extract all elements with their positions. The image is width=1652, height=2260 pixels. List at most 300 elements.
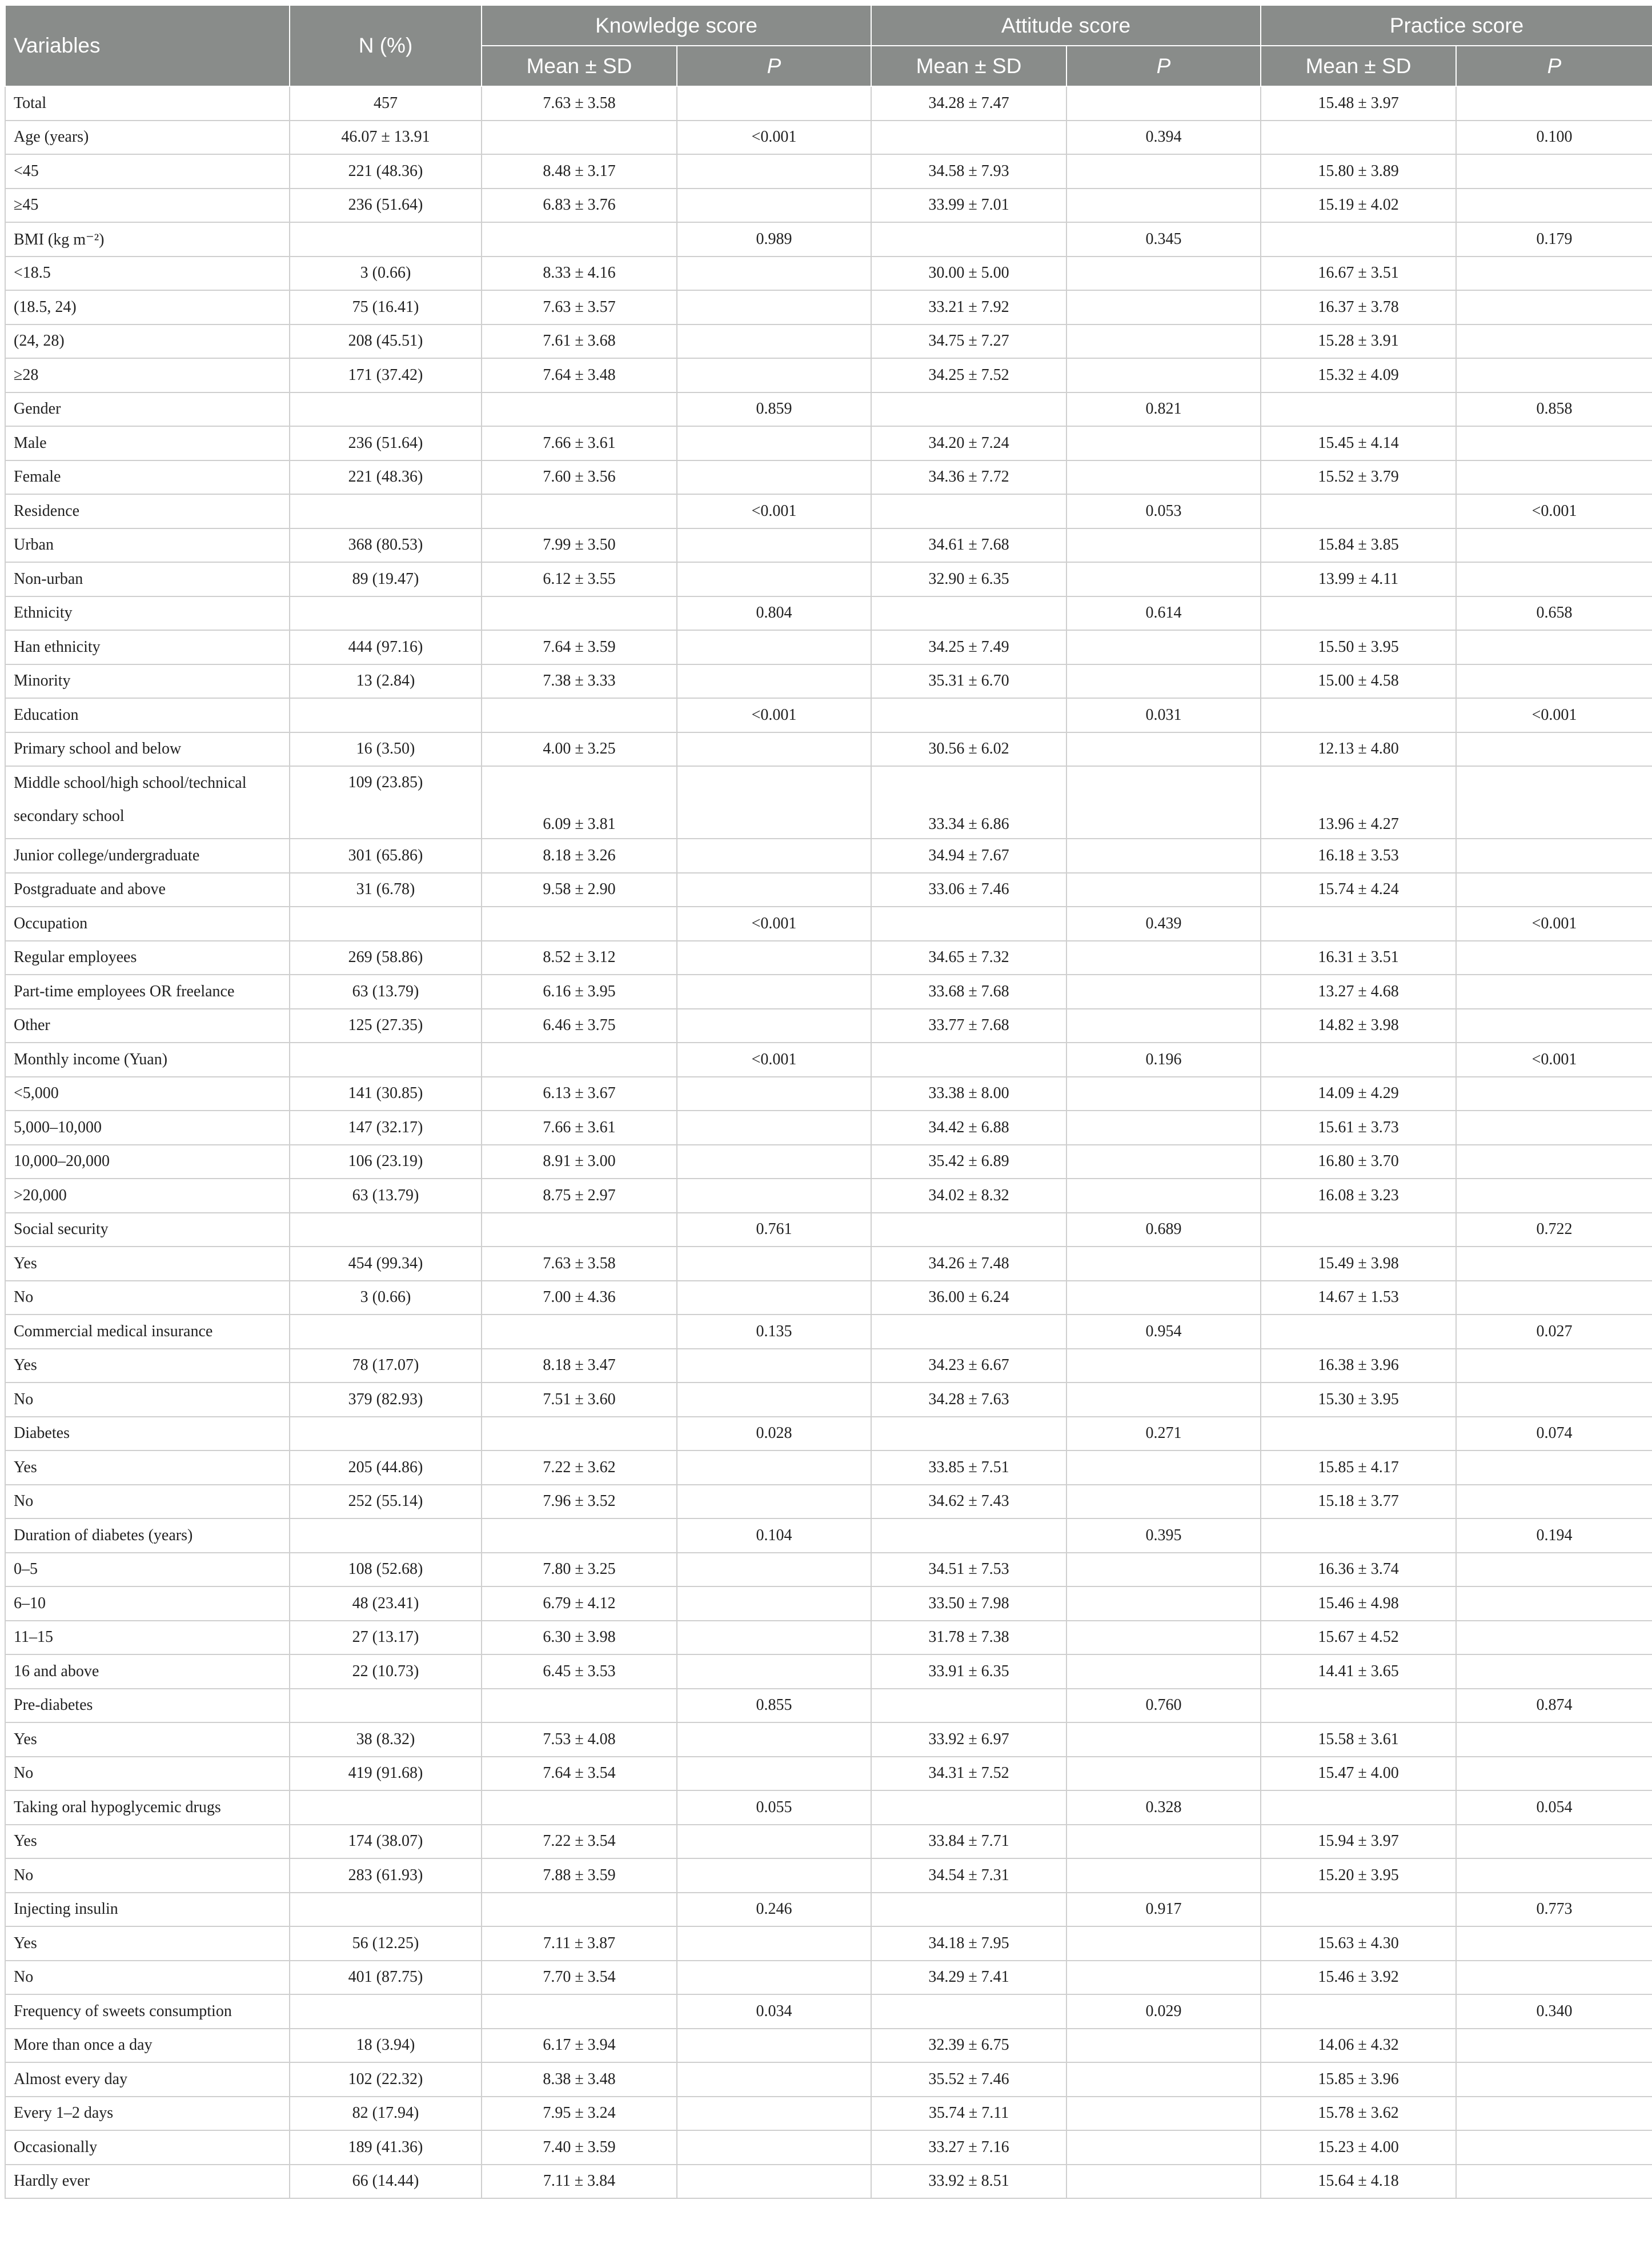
knowledge-mean-sd-cell: 7.70 ± 3.54 bbox=[482, 1961, 677, 1995]
n-percent-cell: 66 (14.44) bbox=[290, 2165, 482, 2199]
attitude-p-cell bbox=[1066, 2062, 1261, 2097]
knowledge-mean-sd-cell: 8.38 ± 3.48 bbox=[482, 2062, 677, 2097]
variable-cell: Occasionally bbox=[5, 2130, 290, 2165]
attitude-p-cell bbox=[1066, 1926, 1261, 1961]
knowledge-mean-sd-cell bbox=[482, 1790, 677, 1825]
knowledge-p-cell bbox=[677, 358, 871, 392]
n-percent-cell: 283 (61.93) bbox=[290, 1858, 482, 1893]
header-practice-mean-sd: Mean ± SD bbox=[1261, 46, 1456, 86]
variable-cell: Regular employees bbox=[5, 941, 290, 975]
practice-p-cell bbox=[1456, 1553, 1652, 1587]
attitude-p-cell: 0.760 bbox=[1066, 1689, 1261, 1723]
practice-p-cell bbox=[1456, 1349, 1652, 1383]
knowledge-p-cell: 0.859 bbox=[677, 392, 871, 427]
table-row bbox=[5, 1450, 1652, 1485]
knowledge-p-cell bbox=[677, 2062, 871, 2097]
attitude-mean-sd-cell: 34.29 ± 7.41 bbox=[871, 1961, 1066, 1995]
table-row bbox=[5, 257, 1652, 291]
knowledge-p-cell: <0.001 bbox=[677, 121, 871, 155]
attitude-p-cell: 0.917 bbox=[1066, 1893, 1261, 1927]
variable-cell: Total bbox=[5, 86, 290, 121]
knowledge-mean-sd-cell: 8.75 ± 2.97 bbox=[482, 1179, 677, 1213]
n-percent-cell bbox=[290, 1790, 482, 1825]
attitude-p-cell: 0.439 bbox=[1066, 907, 1261, 941]
variable-cell: Pre-diabetes bbox=[5, 1689, 290, 1723]
attitude-mean-sd-cell: 34.25 ± 7.49 bbox=[871, 630, 1066, 664]
attitude-p-cell: 0.271 bbox=[1066, 1417, 1261, 1451]
practice-mean-sd-cell: 15.23 ± 4.00 bbox=[1261, 2130, 1456, 2165]
attitude-mean-sd-cell bbox=[871, 1689, 1066, 1723]
attitude-p-cell bbox=[1066, 1553, 1261, 1587]
attitude-mean-sd-cell bbox=[871, 1994, 1066, 2029]
variable-cell: Yes bbox=[5, 1722, 290, 1757]
n-percent-cell: 174 (38.07) bbox=[290, 1825, 482, 1859]
data-table bbox=[5, 5, 1652, 2199]
variable-cell: 11–15 bbox=[5, 1621, 290, 1655]
n-percent-cell: 125 (27.35) bbox=[290, 1009, 482, 1043]
attitude-mean-sd-cell: 34.51 ± 7.53 bbox=[871, 1553, 1066, 1587]
practice-p-cell bbox=[1456, 1281, 1652, 1315]
knowledge-p-cell: 0.246 bbox=[677, 1893, 871, 1927]
attitude-mean-sd-cell bbox=[871, 222, 1066, 257]
n-percent-cell: 171 (37.42) bbox=[290, 358, 482, 392]
attitude-mean-sd-cell: 35.31 ± 6.70 bbox=[871, 664, 1066, 699]
practice-mean-sd-cell: 15.46 ± 4.98 bbox=[1261, 1586, 1456, 1621]
table-row bbox=[5, 1009, 1652, 1043]
n-percent-cell bbox=[290, 1689, 482, 1723]
header-knowledge-p: P bbox=[677, 46, 871, 86]
knowledge-p-cell: 0.761 bbox=[677, 1213, 871, 1247]
data-table-container bbox=[5, 5, 1652, 2199]
attitude-mean-sd-cell: 34.58 ± 7.93 bbox=[871, 154, 1066, 189]
practice-mean-sd-cell: 15.20 ± 3.95 bbox=[1261, 1858, 1456, 1893]
knowledge-p-cell bbox=[677, 1825, 871, 1859]
knowledge-mean-sd-cell bbox=[482, 698, 677, 732]
table-row bbox=[5, 222, 1652, 257]
table-row bbox=[5, 1858, 1652, 1893]
practice-mean-sd-cell: 15.49 ± 3.98 bbox=[1261, 1247, 1456, 1281]
n-percent-cell bbox=[290, 1213, 482, 1247]
attitude-mean-sd-cell: 33.85 ± 7.51 bbox=[871, 1450, 1066, 1485]
practice-mean-sd-cell: 15.74 ± 4.24 bbox=[1261, 873, 1456, 907]
table-row bbox=[5, 392, 1652, 427]
n-percent-cell: 401 (87.75) bbox=[290, 1961, 482, 1995]
n-percent-cell: 27 (13.17) bbox=[290, 1621, 482, 1655]
attitude-mean-sd-cell: 33.38 ± 8.00 bbox=[871, 1077, 1066, 1111]
attitude-mean-sd-cell bbox=[871, 121, 1066, 155]
practice-p-cell: <0.001 bbox=[1456, 907, 1652, 941]
attitude-mean-sd-cell: 32.39 ± 6.75 bbox=[871, 2029, 1066, 2063]
practice-p-cell bbox=[1456, 1586, 1652, 1621]
knowledge-mean-sd-cell: 8.52 ± 3.12 bbox=[482, 941, 677, 975]
practice-mean-sd-cell: 15.28 ± 3.91 bbox=[1261, 324, 1456, 359]
variable-cell: No bbox=[5, 1961, 290, 1995]
attitude-mean-sd-cell: 34.65 ± 7.32 bbox=[871, 941, 1066, 975]
n-percent-cell: 189 (41.36) bbox=[290, 2130, 482, 2165]
attitude-p-cell: 0.196 bbox=[1066, 1043, 1261, 1077]
practice-p-cell bbox=[1456, 290, 1652, 324]
knowledge-p-cell: 0.855 bbox=[677, 1689, 871, 1723]
practice-mean-sd-cell: 15.18 ± 3.77 bbox=[1261, 1485, 1456, 1519]
table-row bbox=[5, 1077, 1652, 1111]
knowledge-p-cell bbox=[677, 2029, 871, 2063]
practice-mean-sd-cell: 15.46 ± 3.92 bbox=[1261, 1961, 1456, 1995]
attitude-p-cell bbox=[1066, 324, 1261, 359]
knowledge-mean-sd-cell bbox=[482, 596, 677, 631]
attitude-mean-sd-cell: 35.52 ± 7.46 bbox=[871, 2062, 1066, 2097]
knowledge-mean-sd-cell: 7.22 ± 3.54 bbox=[482, 1825, 677, 1859]
attitude-p-cell bbox=[1066, 1586, 1261, 1621]
practice-p-cell bbox=[1456, 257, 1652, 291]
header-knowledge-mean-sd: Mean ± SD bbox=[482, 46, 677, 86]
knowledge-mean-sd-cell: 7.60 ± 3.56 bbox=[482, 460, 677, 495]
variable-cell: More than once a day bbox=[5, 2029, 290, 2063]
knowledge-mean-sd-cell bbox=[482, 907, 677, 941]
knowledge-mean-sd-cell: 6.17 ± 3.94 bbox=[482, 2029, 677, 2063]
n-percent-cell: 56 (12.25) bbox=[290, 1926, 482, 1961]
variable-cell: Yes bbox=[5, 1926, 290, 1961]
table-row bbox=[5, 1722, 1652, 1757]
practice-p-cell bbox=[1456, 1450, 1652, 1485]
knowledge-mean-sd-cell: 7.40 ± 3.59 bbox=[482, 2130, 677, 2165]
practice-p-cell bbox=[1456, 766, 1652, 839]
attitude-p-cell: 0.053 bbox=[1066, 494, 1261, 528]
knowledge-p-cell bbox=[677, 1077, 871, 1111]
attitude-p-cell: 0.394 bbox=[1066, 121, 1261, 155]
n-percent-cell bbox=[290, 1417, 482, 1451]
practice-p-cell bbox=[1456, 426, 1652, 460]
table-row bbox=[5, 766, 1652, 839]
knowledge-p-cell: <0.001 bbox=[677, 698, 871, 732]
knowledge-p-cell bbox=[677, 1621, 871, 1655]
n-percent-cell bbox=[290, 222, 482, 257]
attitude-mean-sd-cell: 33.34 ± 6.86 bbox=[871, 766, 1066, 839]
attitude-mean-sd-cell: 32.90 ± 6.35 bbox=[871, 562, 1066, 596]
knowledge-mean-sd-cell bbox=[482, 494, 677, 528]
table-header bbox=[5, 5, 1652, 86]
attitude-mean-sd-cell: 34.26 ± 7.48 bbox=[871, 1247, 1066, 1281]
knowledge-p-cell: 0.104 bbox=[677, 1518, 871, 1553]
practice-p-cell: 0.858 bbox=[1456, 392, 1652, 427]
table-row bbox=[5, 1790, 1652, 1825]
table-row bbox=[5, 732, 1652, 767]
attitude-p-cell bbox=[1066, 154, 1261, 189]
practice-mean-sd-cell: 15.30 ± 3.95 bbox=[1261, 1383, 1456, 1417]
variable-cell: Part-time employees OR freelance bbox=[5, 975, 290, 1009]
knowledge-mean-sd-cell: 7.51 ± 3.60 bbox=[482, 1383, 677, 1417]
practice-mean-sd-cell: 16.37 ± 3.78 bbox=[1261, 290, 1456, 324]
table-row bbox=[5, 1757, 1652, 1791]
practice-mean-sd-cell: 15.00 ± 4.58 bbox=[1261, 664, 1456, 699]
variable-cell: Male bbox=[5, 426, 290, 460]
attitude-mean-sd-cell: 34.28 ± 7.47 bbox=[871, 86, 1066, 121]
n-percent-cell bbox=[290, 907, 482, 941]
knowledge-mean-sd-cell: 7.95 ± 3.24 bbox=[482, 2097, 677, 2131]
practice-mean-sd-cell bbox=[1261, 698, 1456, 732]
attitude-p-cell: 0.954 bbox=[1066, 1315, 1261, 1349]
knowledge-mean-sd-cell: 7.61 ± 3.68 bbox=[482, 324, 677, 359]
n-percent-cell: 31 (6.78) bbox=[290, 873, 482, 907]
knowledge-p-cell bbox=[677, 839, 871, 873]
practice-mean-sd-cell: 14.09 ± 4.29 bbox=[1261, 1077, 1456, 1111]
practice-mean-sd-cell: 14.41 ± 3.65 bbox=[1261, 1654, 1456, 1689]
practice-p-cell: <0.001 bbox=[1456, 494, 1652, 528]
table-row bbox=[5, 86, 1652, 121]
practice-p-cell: 0.722 bbox=[1456, 1213, 1652, 1247]
n-percent-cell: 221 (48.36) bbox=[290, 154, 482, 189]
n-percent-cell: 18 (3.94) bbox=[290, 2029, 482, 2063]
attitude-mean-sd-cell: 33.06 ± 7.46 bbox=[871, 873, 1066, 907]
knowledge-p-cell bbox=[677, 154, 871, 189]
table-row bbox=[5, 290, 1652, 324]
table-row bbox=[5, 1247, 1652, 1281]
practice-p-cell: 0.027 bbox=[1456, 1315, 1652, 1349]
table-row bbox=[5, 2097, 1652, 2131]
practice-p-cell bbox=[1456, 1383, 1652, 1417]
practice-mean-sd-cell: 15.45 ± 4.14 bbox=[1261, 426, 1456, 460]
variable-cell: Han ethnicity bbox=[5, 630, 290, 664]
knowledge-p-cell bbox=[677, 1485, 871, 1519]
attitude-p-cell bbox=[1066, 1858, 1261, 1893]
practice-mean-sd-cell: 15.85 ± 3.96 bbox=[1261, 2062, 1456, 2097]
practice-mean-sd-cell bbox=[1261, 1689, 1456, 1723]
variable-cell: >20,000 bbox=[5, 1179, 290, 1213]
attitude-p-cell bbox=[1066, 1145, 1261, 1179]
attitude-p-cell bbox=[1066, 1009, 1261, 1043]
practice-mean-sd-cell: 12.13 ± 4.80 bbox=[1261, 732, 1456, 767]
table-row bbox=[5, 907, 1652, 941]
n-percent-cell bbox=[290, 1043, 482, 1077]
practice-mean-sd-cell: 15.64 ± 4.18 bbox=[1261, 2165, 1456, 2199]
practice-mean-sd-cell: 14.67 ± 1.53 bbox=[1261, 1281, 1456, 1315]
knowledge-mean-sd-cell bbox=[482, 121, 677, 155]
practice-p-cell bbox=[1456, 528, 1652, 563]
n-percent-cell: 208 (45.51) bbox=[290, 324, 482, 359]
knowledge-p-cell bbox=[677, 460, 871, 495]
variable-cell: Urban bbox=[5, 528, 290, 563]
knowledge-p-cell bbox=[677, 1757, 871, 1791]
n-percent-cell: 444 (97.16) bbox=[290, 630, 482, 664]
attitude-mean-sd-cell: 34.18 ± 7.95 bbox=[871, 1926, 1066, 1961]
attitude-p-cell bbox=[1066, 1349, 1261, 1383]
n-percent-cell: 269 (58.86) bbox=[290, 941, 482, 975]
table-row bbox=[5, 1485, 1652, 1519]
knowledge-p-cell bbox=[677, 941, 871, 975]
attitude-p-cell bbox=[1066, 1111, 1261, 1145]
practice-p-cell: 0.773 bbox=[1456, 1893, 1652, 1927]
n-percent-cell: 252 (55.14) bbox=[290, 1485, 482, 1519]
knowledge-p-cell bbox=[677, 1858, 871, 1893]
attitude-p-cell bbox=[1066, 2097, 1261, 2131]
attitude-mean-sd-cell: 33.21 ± 7.92 bbox=[871, 290, 1066, 324]
practice-p-cell bbox=[1456, 2029, 1652, 2063]
table-row bbox=[5, 2130, 1652, 2165]
knowledge-mean-sd-cell: 7.64 ± 3.59 bbox=[482, 630, 677, 664]
attitude-p-cell bbox=[1066, 1247, 1261, 1281]
attitude-mean-sd-cell: 34.28 ± 7.63 bbox=[871, 1383, 1066, 1417]
variable-cell: (24, 28) bbox=[5, 324, 290, 359]
attitude-mean-sd-cell: 33.77 ± 7.68 bbox=[871, 1009, 1066, 1043]
knowledge-p-cell bbox=[677, 766, 871, 839]
attitude-mean-sd-cell: 33.99 ± 7.01 bbox=[871, 189, 1066, 223]
table-row bbox=[5, 528, 1652, 563]
variable-cell: Every 1–2 days bbox=[5, 2097, 290, 2131]
attitude-mean-sd-cell bbox=[871, 596, 1066, 631]
variable-cell: 16 and above bbox=[5, 1654, 290, 1689]
knowledge-p-cell bbox=[677, 1654, 871, 1689]
variable-cell: Yes bbox=[5, 1450, 290, 1485]
knowledge-mean-sd-cell: 8.18 ± 3.47 bbox=[482, 1349, 677, 1383]
practice-p-cell bbox=[1456, 2130, 1652, 2165]
practice-mean-sd-cell: 13.99 ± 4.11 bbox=[1261, 562, 1456, 596]
attitude-p-cell: 0.345 bbox=[1066, 222, 1261, 257]
practice-mean-sd-cell: 16.38 ± 3.96 bbox=[1261, 1349, 1456, 1383]
variable-cell: Female bbox=[5, 460, 290, 495]
n-percent-cell: 22 (10.73) bbox=[290, 1654, 482, 1689]
table-row bbox=[5, 1586, 1652, 1621]
attitude-p-cell bbox=[1066, 941, 1261, 975]
practice-mean-sd-cell: 15.58 ± 3.61 bbox=[1261, 1722, 1456, 1757]
practice-mean-sd-cell bbox=[1261, 494, 1456, 528]
n-percent-cell bbox=[290, 1994, 482, 2029]
variable-cell: 10,000–20,000 bbox=[5, 1145, 290, 1179]
attitude-mean-sd-cell bbox=[871, 1790, 1066, 1825]
practice-p-cell bbox=[1456, 562, 1652, 596]
knowledge-mean-sd-cell: 7.22 ± 3.62 bbox=[482, 1450, 677, 1485]
practice-p-cell bbox=[1456, 1825, 1652, 1859]
table-row bbox=[5, 1893, 1652, 1927]
knowledge-mean-sd-cell: 7.38 ± 3.33 bbox=[482, 664, 677, 699]
attitude-mean-sd-cell: 35.42 ± 6.89 bbox=[871, 1145, 1066, 1179]
knowledge-p-cell: <0.001 bbox=[677, 494, 871, 528]
knowledge-mean-sd-cell: 7.96 ± 3.52 bbox=[482, 1485, 677, 1519]
table-row bbox=[5, 1281, 1652, 1315]
n-percent-cell: 106 (23.19) bbox=[290, 1145, 482, 1179]
practice-mean-sd-cell bbox=[1261, 596, 1456, 631]
variable-cell: Commercial medical insurance bbox=[5, 1315, 290, 1349]
variable-cell: ≥28 bbox=[5, 358, 290, 392]
attitude-mean-sd-cell bbox=[871, 1315, 1066, 1349]
knowledge-p-cell: <0.001 bbox=[677, 1043, 871, 1077]
knowledge-p-cell: <0.001 bbox=[677, 907, 871, 941]
attitude-mean-sd-cell: 33.92 ± 8.51 bbox=[871, 2165, 1066, 2199]
header-practice-score: Practice score bbox=[1261, 5, 1652, 46]
variable-cell: Ethnicity bbox=[5, 596, 290, 631]
n-percent-cell: 368 (80.53) bbox=[290, 528, 482, 563]
knowledge-p-cell bbox=[677, 86, 871, 121]
variable-cell: <18.5 bbox=[5, 257, 290, 291]
attitude-p-cell: 0.689 bbox=[1066, 1213, 1261, 1247]
practice-mean-sd-cell: 15.50 ± 3.95 bbox=[1261, 630, 1456, 664]
variable-cell: 6–10 bbox=[5, 1586, 290, 1621]
n-percent-cell: 457 bbox=[290, 86, 482, 121]
n-percent-cell: 3 (0.66) bbox=[290, 1281, 482, 1315]
practice-mean-sd-cell: 16.36 ± 3.74 bbox=[1261, 1553, 1456, 1587]
knowledge-p-cell bbox=[677, 562, 871, 596]
attitude-p-cell bbox=[1066, 1179, 1261, 1213]
attitude-p-cell bbox=[1066, 2029, 1261, 2063]
attitude-mean-sd-cell: 33.68 ± 7.68 bbox=[871, 975, 1066, 1009]
header-practice-p: P bbox=[1456, 46, 1652, 86]
knowledge-mean-sd-cell: 7.80 ± 3.25 bbox=[482, 1553, 677, 1587]
knowledge-mean-sd-cell: 4.00 ± 3.25 bbox=[482, 732, 677, 767]
practice-p-cell bbox=[1456, 1722, 1652, 1757]
knowledge-mean-sd-cell bbox=[482, 392, 677, 427]
knowledge-mean-sd-cell: 6.09 ± 3.81 bbox=[482, 766, 677, 839]
n-percent-cell: 102 (22.32) bbox=[290, 2062, 482, 2097]
practice-p-cell bbox=[1456, 189, 1652, 223]
attitude-p-cell bbox=[1066, 257, 1261, 291]
knowledge-p-cell: 0.034 bbox=[677, 1994, 871, 2029]
practice-p-cell bbox=[1456, 1621, 1652, 1655]
n-percent-cell: 75 (16.41) bbox=[290, 290, 482, 324]
practice-mean-sd-cell: 16.31 ± 3.51 bbox=[1261, 941, 1456, 975]
practice-p-cell bbox=[1456, 1145, 1652, 1179]
attitude-mean-sd-cell: 33.27 ± 7.16 bbox=[871, 2130, 1066, 2165]
practice-p-cell: <0.001 bbox=[1456, 1043, 1652, 1077]
practice-p-cell bbox=[1456, 732, 1652, 767]
knowledge-mean-sd-cell: 6.13 ± 3.67 bbox=[482, 1077, 677, 1111]
knowledge-mean-sd-cell: 6.79 ± 4.12 bbox=[482, 1586, 677, 1621]
knowledge-p-cell bbox=[677, 1281, 871, 1315]
attitude-mean-sd-cell: 33.84 ± 7.71 bbox=[871, 1825, 1066, 1859]
knowledge-p-cell bbox=[677, 1247, 871, 1281]
practice-mean-sd-cell: 15.67 ± 4.52 bbox=[1261, 1621, 1456, 1655]
variable-cell: Injecting insulin bbox=[5, 1893, 290, 1927]
attitude-mean-sd-cell bbox=[871, 907, 1066, 941]
knowledge-p-cell bbox=[677, 873, 871, 907]
practice-p-cell: 0.054 bbox=[1456, 1790, 1652, 1825]
variable-cell: Minority bbox=[5, 664, 290, 699]
n-percent-cell bbox=[290, 1518, 482, 1553]
knowledge-mean-sd-cell bbox=[482, 1893, 677, 1927]
variable-cell: Primary school and below bbox=[5, 732, 290, 767]
attitude-p-cell bbox=[1066, 1077, 1261, 1111]
n-percent-cell: 109 (23.85) bbox=[290, 766, 482, 839]
attitude-mean-sd-cell: 30.56 ± 6.02 bbox=[871, 732, 1066, 767]
practice-p-cell bbox=[1456, 873, 1652, 907]
knowledge-p-cell bbox=[677, 1179, 871, 1213]
knowledge-mean-sd-cell: 7.53 ± 4.08 bbox=[482, 1722, 677, 1757]
knowledge-mean-sd-cell bbox=[482, 1043, 677, 1077]
knowledge-p-cell bbox=[677, 1926, 871, 1961]
variable-cell: No bbox=[5, 1858, 290, 1893]
attitude-mean-sd-cell: 34.25 ± 7.52 bbox=[871, 358, 1066, 392]
attitude-mean-sd-cell bbox=[871, 698, 1066, 732]
variable-cell: Postgraduate and above bbox=[5, 873, 290, 907]
attitude-p-cell bbox=[1066, 2130, 1261, 2165]
n-percent-cell: 38 (8.32) bbox=[290, 1722, 482, 1757]
knowledge-mean-sd-cell: 7.00 ± 4.36 bbox=[482, 1281, 677, 1315]
knowledge-mean-sd-cell: 7.63 ± 3.58 bbox=[482, 86, 677, 121]
knowledge-p-cell bbox=[677, 2165, 871, 2199]
table-row bbox=[5, 1417, 1652, 1451]
knowledge-mean-sd-cell: 7.66 ± 3.61 bbox=[482, 426, 677, 460]
attitude-p-cell: 0.614 bbox=[1066, 596, 1261, 631]
n-percent-cell: 301 (65.86) bbox=[290, 839, 482, 873]
table-row bbox=[5, 358, 1652, 392]
knowledge-mean-sd-cell bbox=[482, 1518, 677, 1553]
practice-mean-sd-cell bbox=[1261, 222, 1456, 257]
table-row bbox=[5, 1179, 1652, 1213]
table-row bbox=[5, 426, 1652, 460]
practice-mean-sd-cell: 13.27 ± 4.68 bbox=[1261, 975, 1456, 1009]
attitude-p-cell bbox=[1066, 358, 1261, 392]
table-row bbox=[5, 562, 1652, 596]
variable-cell: Middle school/high school/technical secondary school bbox=[5, 766, 290, 839]
attitude-p-cell bbox=[1066, 664, 1261, 699]
knowledge-mean-sd-cell: 6.30 ± 3.98 bbox=[482, 1621, 677, 1655]
